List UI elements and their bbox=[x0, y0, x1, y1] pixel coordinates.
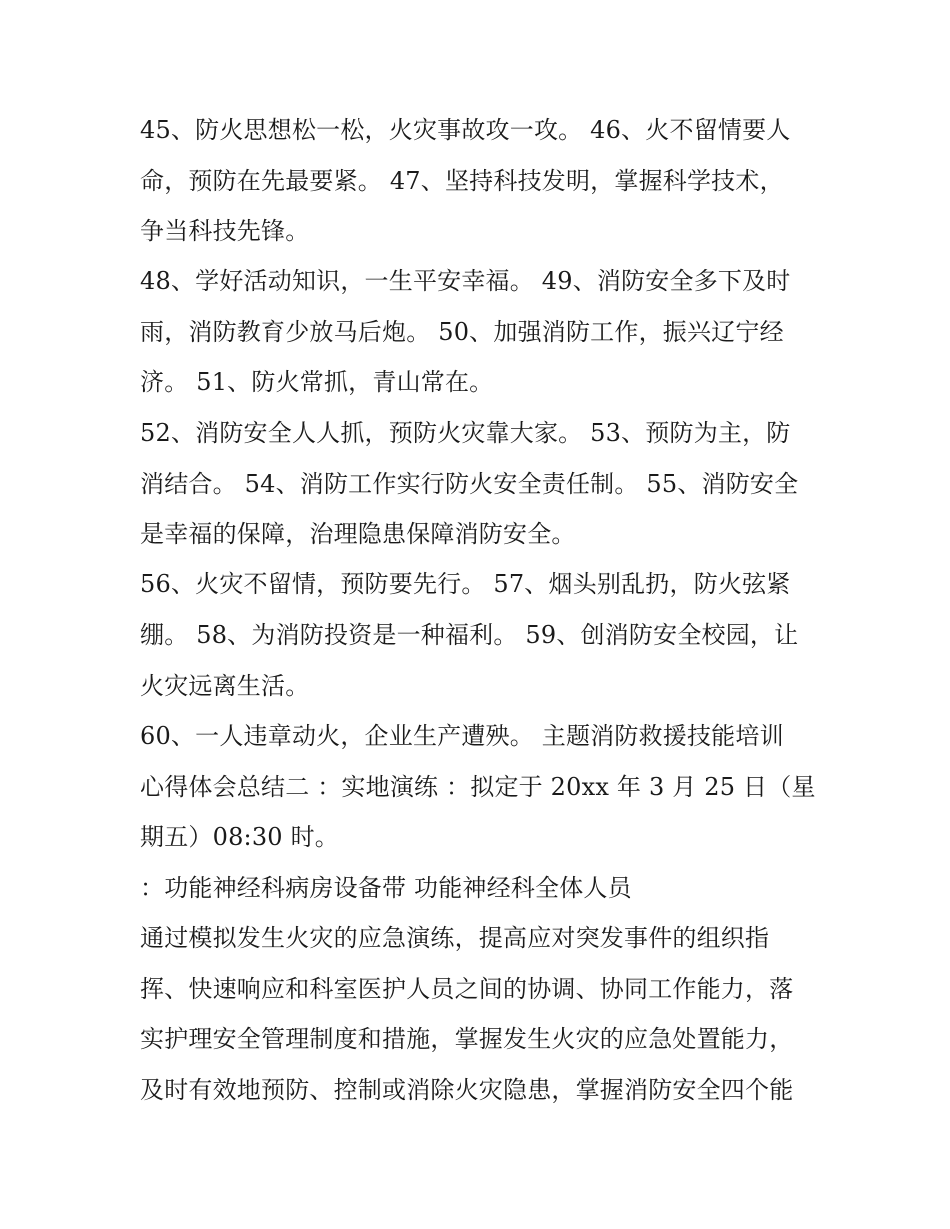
text-line-20: 及时有效地预防、控制或消除火灾隐患，掌握消防安全四个能 bbox=[140, 1076, 794, 1104]
text-line-18: 挥、快速响应和科室医护人员之间的协调、协同工作能力，落 bbox=[140, 975, 794, 1003]
text-line-16: ：功能神经科病房设备带 功能神经科全体人员 bbox=[140, 874, 632, 902]
text-line-11: 绷。 58、为消防投资是一种福利。 59、创消防安全校园，让 bbox=[140, 621, 799, 649]
text-line-12: 火灾远离生活。 bbox=[140, 672, 310, 700]
text-line-15: 期五）08:30 时。 bbox=[140, 823, 339, 851]
text-line-2: 命，预防在先最要紧。 47、坚持科技发明，掌握科学技术， bbox=[140, 167, 784, 195]
text-line-10: 56、火灾不留情，预防要先行。 57、烟头别乱扔，防火弦紧 bbox=[140, 570, 791, 598]
text-line-5: 雨，消防教育少放马后炮。 50、加强消防工作，振兴辽宁经 bbox=[140, 318, 784, 346]
text-line-4: 48、学好活动知识，一生平安幸福。 49、消防安全多下及时 bbox=[140, 267, 791, 295]
text-line-14: 心得体会总结二 ：实地演练 ：拟定于 20xx 年 3 月 25 日（星 bbox=[140, 773, 816, 801]
text-line-3: 争当科技先锋。 bbox=[140, 217, 310, 245]
text-line-13: 60、一人违章动火，企业生产遭殃。 主题消防救援技能培训 bbox=[140, 722, 784, 750]
text-line-8: 消结合。 54、消防工作实行防火安全责任制。 55、消防安全 bbox=[140, 470, 799, 498]
text-line-17: 通过模拟发生火灾的应急演练，提高应对突发事件的组织指 bbox=[140, 924, 770, 952]
text-line-1: 45、防火思想松一松，火灾事故攻一攻。 46、火不留情要人 bbox=[140, 116, 791, 144]
text-line-19: 实护理安全管理制度和措施，掌握发生火灾的应急处置能力， bbox=[140, 1025, 794, 1053]
text-line-7: 52、消防安全人人抓，预防火灾靠大家。 53、预防为主，防 bbox=[140, 419, 791, 447]
text-line-9: 是幸福的保障，治理隐患保障消防安全。 bbox=[140, 520, 576, 548]
text-line-6: 济。 51、防火常抓，青山常在。 bbox=[140, 368, 494, 396]
